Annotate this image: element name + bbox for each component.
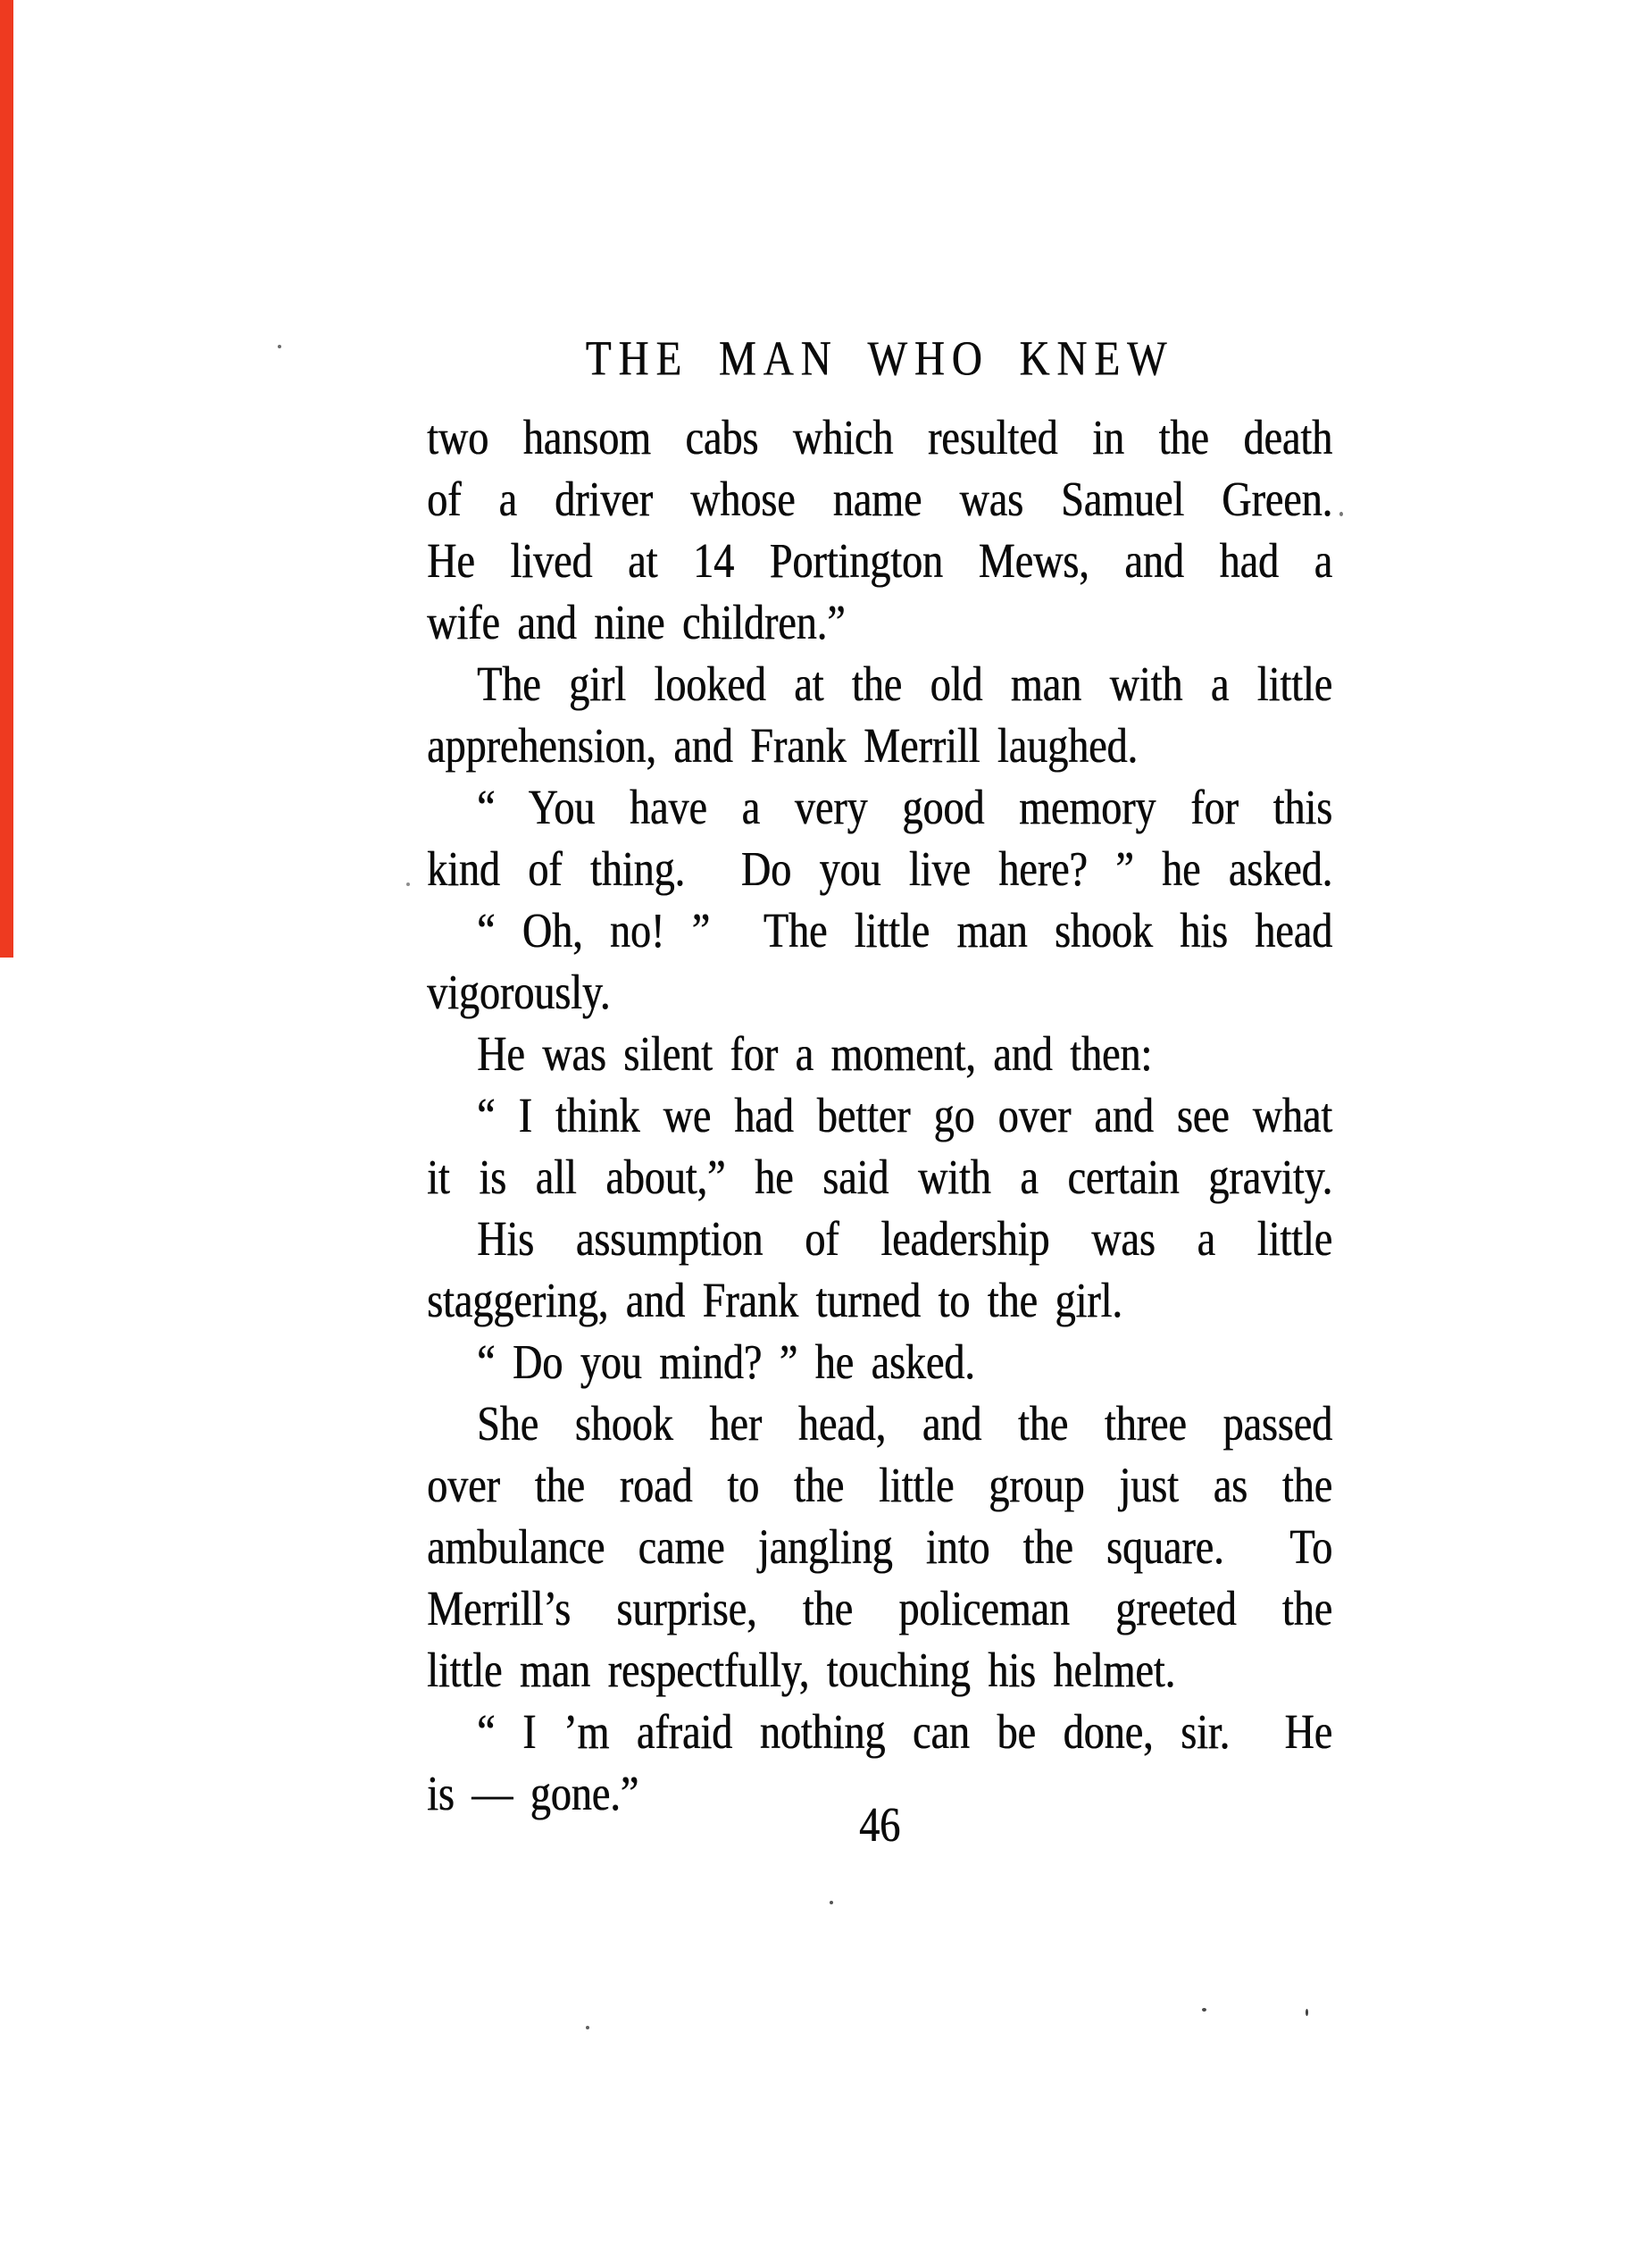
text-column <box>427 329 1332 1824</box>
text-line: His assumption of leadership was a little <box>477 1210 1332 1267</box>
text-line: little man respectfully, touching his helmet. <box>427 1642 1175 1698</box>
text-line: it is all about,” he said with a certain gravity. <box>427 1149 1332 1205</box>
text-line: ambulance came jangling into the square. To <box>427 1518 1332 1575</box>
text-line: apprehension, and Frank Merrill laughed. <box>427 717 1138 774</box>
ink-speck <box>406 883 410 886</box>
text-line: “ I ’m afraid nothing can be done, sir. He <box>477 1703 1332 1760</box>
text-line: wife and nine children.” <box>427 594 846 650</box>
text-line: is — gone.” <box>427 1765 639 1821</box>
ink-speck <box>1202 2008 1206 2012</box>
text-line: The girl looked at the old man with a little <box>477 656 1332 712</box>
text-line: “ You have a very good memory for this <box>477 779 1332 835</box>
text-line: Merrill’s surprise, the policeman greeted the <box>427 1580 1332 1636</box>
text-line: “ Oh, no! ” The little man shook his head <box>477 902 1332 958</box>
ink-speck <box>278 345 281 348</box>
ink-speck <box>1306 2009 1308 2016</box>
text-line: He was silent for a moment, and then: <box>477 1025 1153 1082</box>
ink-speck <box>830 1901 833 1904</box>
text-line: of a driver whose name was Samuel Green. <box>427 471 1332 527</box>
body-text <box>427 406 1332 1824</box>
running-header-title: THE MAN WHO KNEW <box>585 331 1174 387</box>
page-number: 46 <box>859 1796 900 1853</box>
text-line: over the road to the little group just as the <box>427 1457 1332 1513</box>
text-line: two hansom cabs which resulted in the death <box>427 409 1332 465</box>
ink-speck <box>586 2026 589 2029</box>
ink-speck <box>1339 512 1343 516</box>
text-line: She shook her head, and the three passed <box>477 1395 1332 1451</box>
scan-edge-stripe <box>0 0 13 958</box>
text-line: “ I think we had better go over and see what <box>477 1087 1332 1143</box>
text-line: kind of thing. Do you live here? ” he asked. <box>427 841 1332 897</box>
text-line: “ Do you mind? ” he asked. <box>477 1334 975 1390</box>
text-line: vigorously. <box>427 964 611 1020</box>
text-line: He lived at 14 Portington Mews, and had a <box>427 532 1332 589</box>
text-line: staggering, and Frank turned to the girl. <box>427 1272 1122 1328</box>
